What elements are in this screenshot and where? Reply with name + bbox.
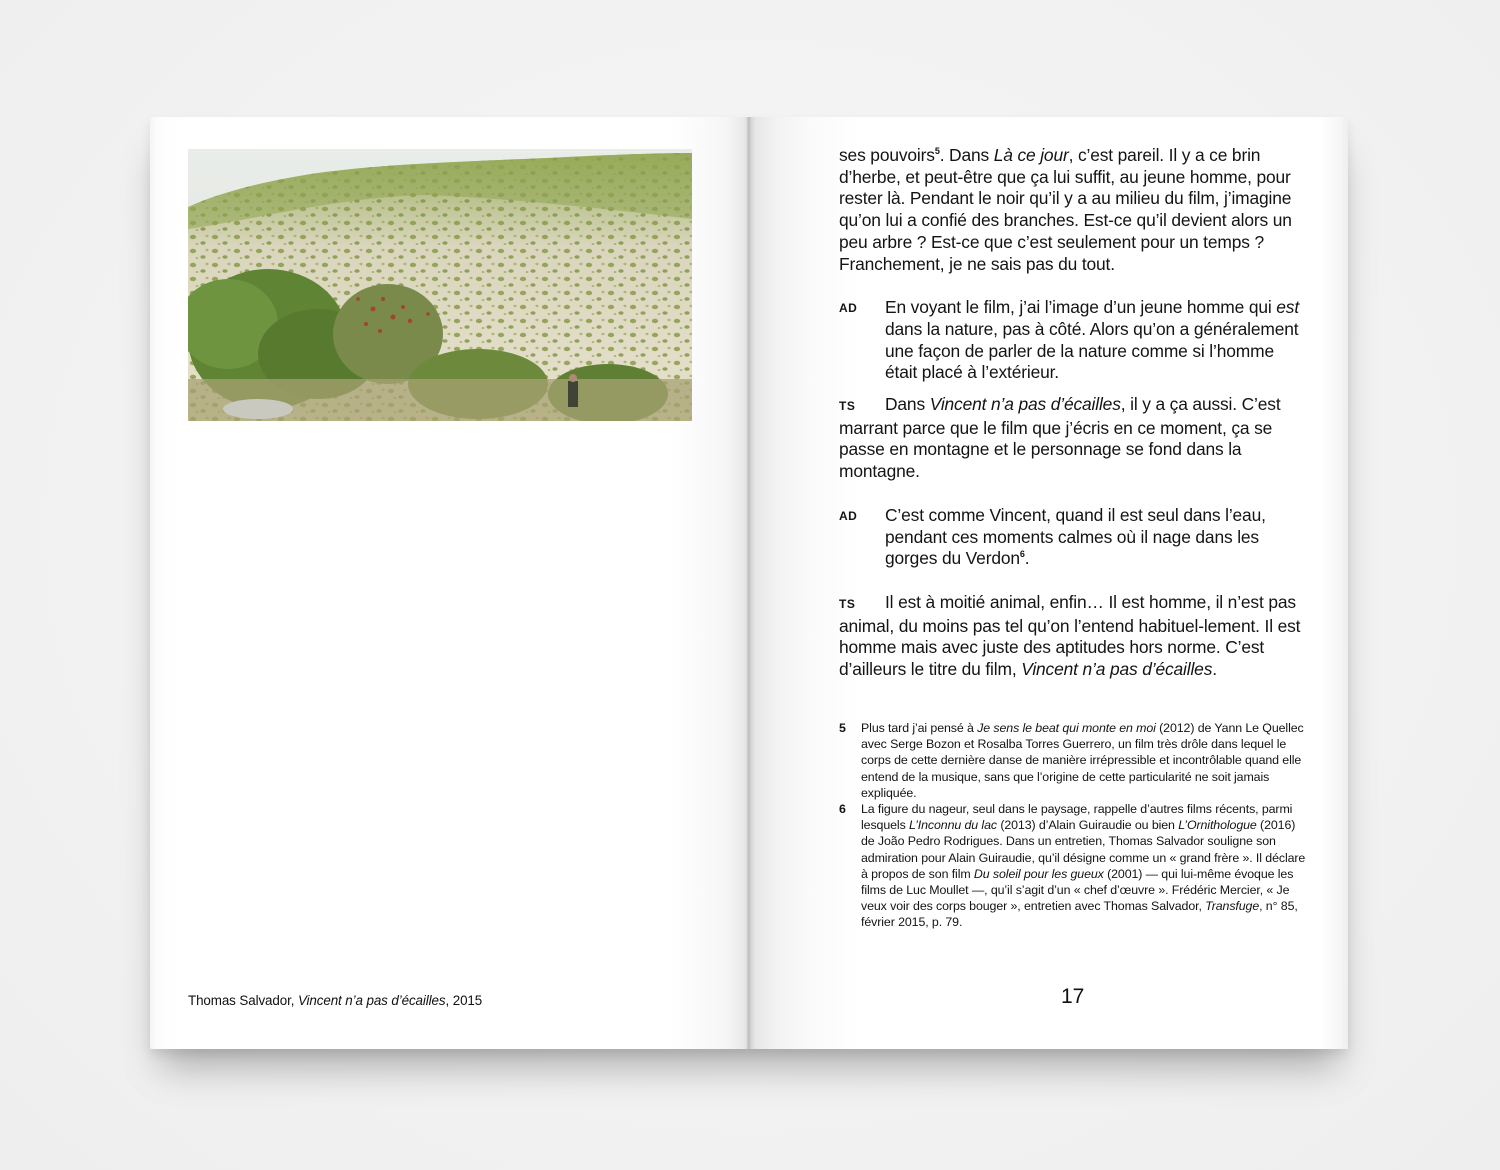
text-segment: L’Ornithologue (1178, 818, 1257, 833)
text-segment: , c’est pareil. Il y a ce brin d’herbe, et peut-être que ça lui suffit, au jeune homme, pour rester là. Pendant le noir qu’il y a au milieu du film, j’imagine qu’on lui a confié des branches. Est-ce qu’il devient alors un peu arbre ? Est-ce que c’est seulement pour un temps ? Franchement, je ne sais pas du tout. (839, 145, 1292, 274)
text-segment: Dans (885, 394, 930, 415)
text-segment: (2012) de Yann Le Quellec avec Serge Bozon et Rosalba Torres Guerrero, un film très drôle dans lequel le corps de cette dernière danse de manière irrépressible et incontrôlable quand elle entend de la musique, sans que l’origine de cette particularité ne soit jamais expliquée. (861, 721, 1304, 800)
footnote (839, 801, 1309, 931)
text-segment: Vincent n’a pas d’écailles (929, 394, 1121, 415)
footnote-ref[interactable]: 5 (934, 146, 940, 156)
caption-author: Thomas Salvador, (188, 993, 298, 1008)
footnotes (839, 720, 1309, 931)
footnote (839, 720, 1309, 801)
paragraph (839, 145, 1309, 275)
text-segment: La figure du nageur, seul dans le paysage, rappelle d’autres films récents, parmi lesquels (861, 802, 1293, 833)
interview-text (839, 145, 1309, 681)
footnote-ref[interactable]: 6 (1019, 549, 1025, 560)
book-spread (150, 117, 1348, 1049)
speaker-label: AD (839, 508, 858, 523)
text-segment: Vincent n’a pas d’écailles (1021, 659, 1213, 680)
text-segment: est (1276, 297, 1300, 318)
text-segment: Je sens le beat qui monte en moi (977, 721, 1156, 735)
text-segment: Là ce jour (993, 145, 1069, 165)
text-segment: Du soleil pour les gueux (973, 866, 1104, 881)
photo-landscape (188, 149, 692, 421)
footnote-number: 6 (839, 802, 846, 817)
text-segment: (2016) de João Pedro Rodrigues. Dans un entretien, Thomas Salvador souligne son admiration pour Alain Guiraudie, qu’il désigne comme un « grand frère ». Il déclare à propos de son film (861, 818, 1306, 881)
text-segment: (2001) — qui lui-même évoque les films de Luc Moullet —, qu’il s’agit d’un « chef d’œuvre ». Frédéric Mercier, « Je veux voir des corps bouger », entretien avec Thomas Salvador, (861, 866, 1294, 914)
text-segment: En voyant le film, j’ai l’image d’un jeune homme qui (885, 297, 1277, 318)
text-segment: , il y a ça aussi. C’est marrant parce que le film que j’écris en ce moment, ça se passe en montagne et le personnage se fond dans la montagne. (839, 394, 1281, 482)
text-segment: L’Inconnu du lac (909, 818, 997, 833)
text-segment: Transfuge (1205, 899, 1260, 914)
text-segment: Plus tard j’ai pensé à (861, 721, 978, 735)
paragraph (839, 297, 1309, 384)
text-segment: ses pouvoirs (839, 145, 935, 165)
caption-title: Vincent n’a pas d’écailles (297, 993, 446, 1008)
right-page (750, 117, 1348, 1049)
paragraph (839, 505, 1309, 570)
text-segment: . (1212, 659, 1217, 680)
text-segment: . (1024, 548, 1030, 569)
speaker-label: AD (839, 301, 858, 316)
paragraph (839, 592, 1309, 681)
text-segment: dans la nature, pas à côté. Alors qu’on a généralement une façon de parler de la nature comme si l’homme était placé à l’extérieur. (885, 318, 1299, 383)
text-segment: , n° 85, février 2015, p. 79. (861, 899, 1298, 930)
left-page (150, 117, 748, 1049)
text-segment: Il est à moitié animal, enfin… Il est homme, il n’est pas animal, du moins pas tel qu’on l’entend habituel-lement. Il est homme mais avec juste des aptitudes hors norme. C’est d’ailleurs le titre du film, (839, 591, 1301, 680)
text-segment: . Dans (939, 145, 994, 165)
paragraph (839, 394, 1309, 483)
speaker-label: TS (839, 399, 856, 414)
photo-caption (188, 993, 482, 1008)
landscape-image (188, 149, 692, 421)
speaker-label: TS (839, 596, 856, 611)
text-segment: C’est comme Vincent, quand il est seul dans l’eau, pendant ces moments calmes où il nage dans les gorges du Verdon (885, 504, 1266, 569)
page-number: 17 (1061, 985, 1085, 1008)
caption-year: , 2015 (445, 993, 483, 1008)
footnote-number: 5 (839, 721, 846, 735)
text-segment: (2013) d’Alain Guiraudie ou bien (996, 818, 1179, 833)
